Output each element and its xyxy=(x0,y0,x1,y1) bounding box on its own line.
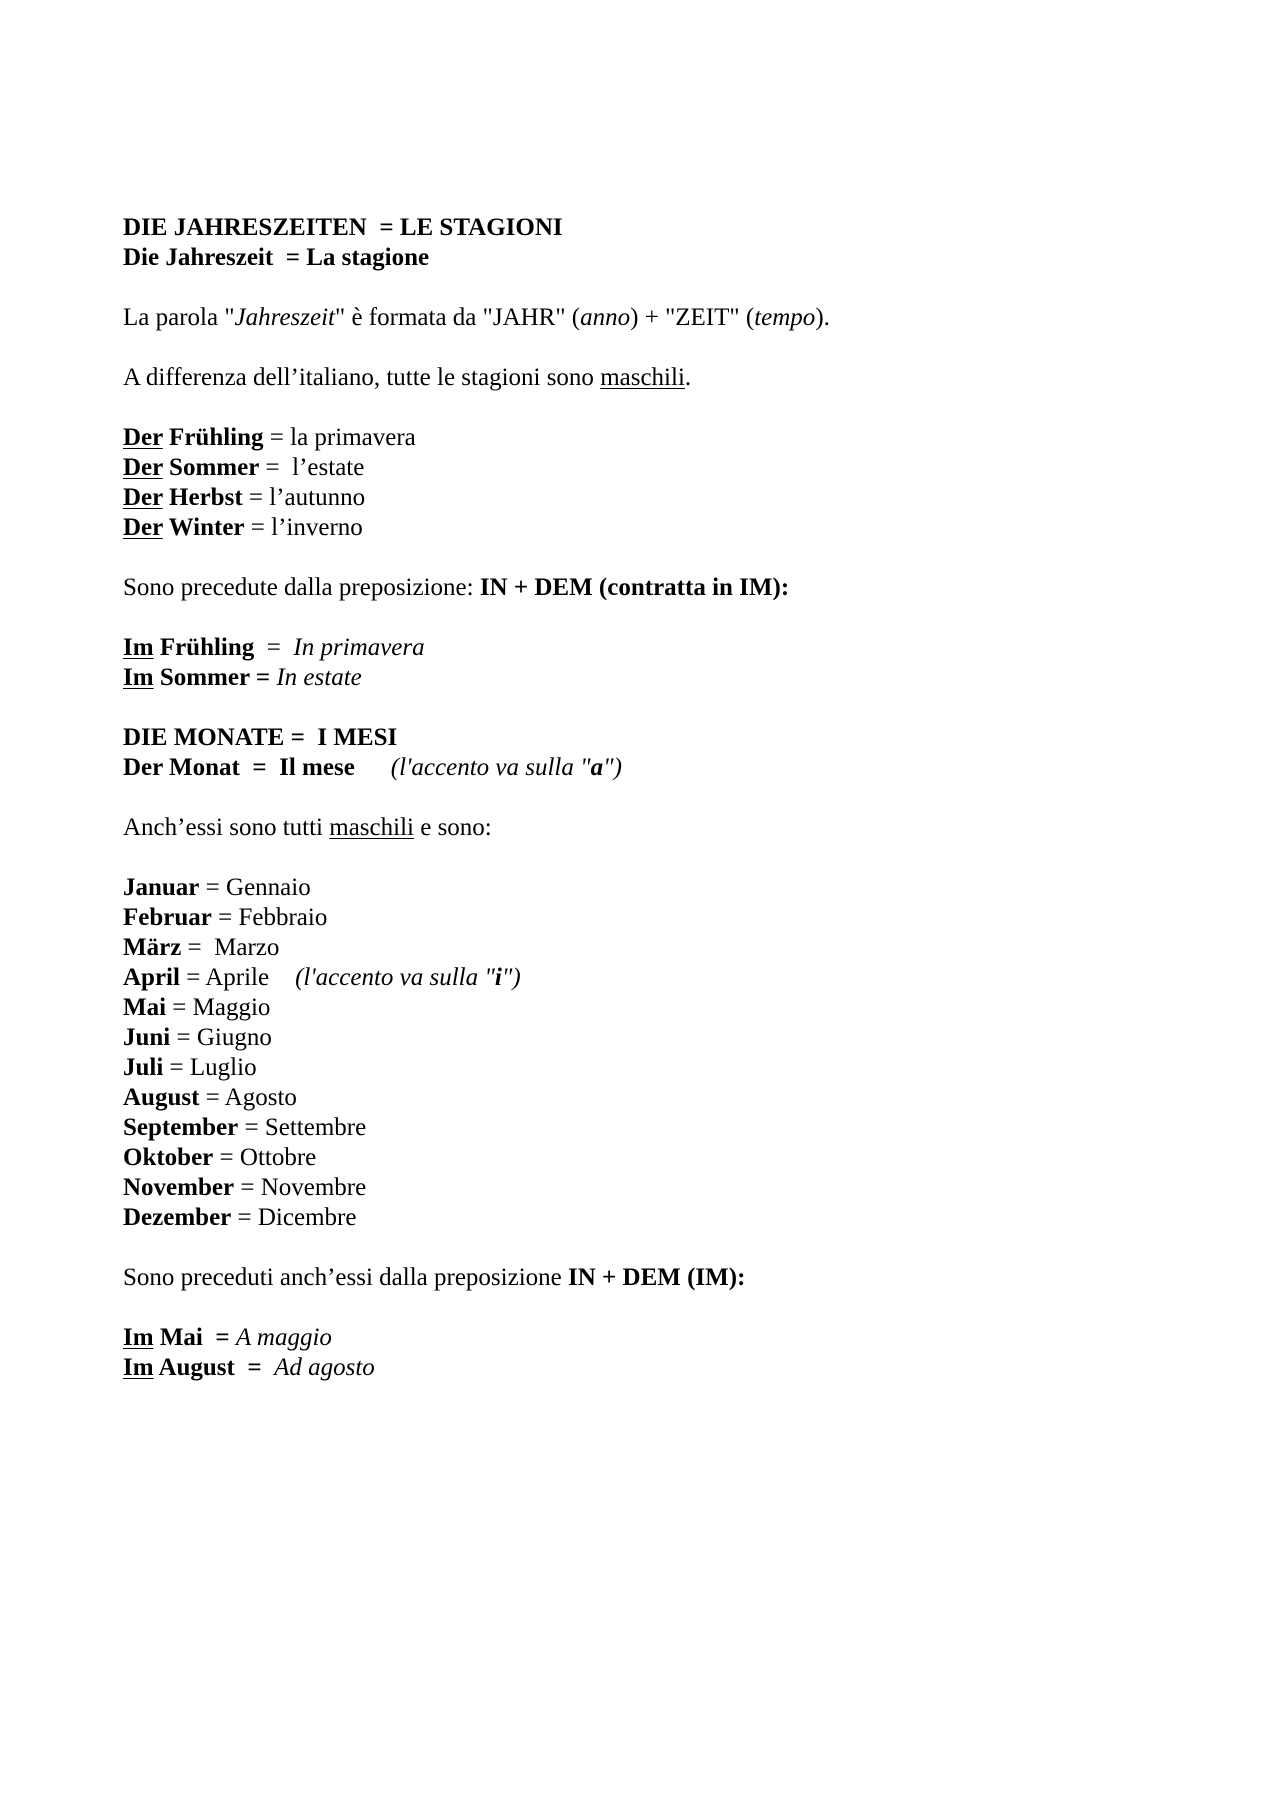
season-item: Der Winter = l’inverno xyxy=(123,514,363,541)
heading-german: DIE JAHRESZEITEN xyxy=(123,214,367,241)
month-item: September = Settembre xyxy=(123,1114,367,1141)
month-item: August = Agosto xyxy=(123,1084,297,1111)
sub-heading: Die Jahreszeit = La stagione xyxy=(123,244,430,271)
month-item: Dezember = Dicembre xyxy=(123,1204,357,1231)
month-item: Januar = Gennaio xyxy=(123,874,311,901)
month-item: Oktober = Ottobre xyxy=(123,1144,317,1171)
month-item: Juni = Giugno xyxy=(123,1024,272,1051)
months-intro: Anch’essi sono tutti maschili e sono: xyxy=(123,814,492,841)
intro-paragraph-gender: A differenza dell’italiano, tutte le stagioni sono maschili. xyxy=(123,364,692,391)
example-item: Im August = Ad agosto xyxy=(123,1354,375,1381)
season-item: Der Frühling = la primavera xyxy=(123,424,416,451)
months-heading: DIE MONATE = I MESI xyxy=(123,724,398,751)
heading-italian: LE STAGIONI xyxy=(399,214,563,241)
example-item: Im Frühling = In primavera xyxy=(123,634,425,661)
preposition-rule-months: Sono preceduti anch’essi dalla preposizione IN + DEM (IM): xyxy=(123,1264,746,1291)
months-list xyxy=(123,873,1163,1233)
month-item: November = Novembre xyxy=(123,1174,367,1201)
example-item: Im Mai = A maggio xyxy=(123,1324,332,1351)
accent-note: (l'accento va sulla "i") xyxy=(295,964,521,991)
season-item: Der Sommer = l’estate xyxy=(123,454,365,481)
month-item: April = Aprile (l'accento va sulla "i") xyxy=(123,964,521,991)
season-item: Der Herbst = l’autunno xyxy=(123,484,366,511)
month-item: Juli = Luglio xyxy=(123,1054,257,1081)
seasons-examples xyxy=(123,633,1163,693)
main-heading: DIE JAHRESZEITEN = LE STAGIONI xyxy=(123,214,563,241)
month-item: März = Marzo xyxy=(123,934,280,961)
example-item: Im Sommer = In estate xyxy=(123,664,362,691)
accent-note: (l'accento va sulla "a") xyxy=(390,754,622,781)
months-examples xyxy=(123,1323,1163,1383)
document-content xyxy=(123,213,1163,1383)
preposition-rule-seasons: Sono precedute dalla preposizione: IN + DEM (contratta in IM): xyxy=(123,574,790,601)
month-item: Mai = Maggio xyxy=(123,994,271,1021)
intro-paragraph-word: La parola "Jahreszeit" è formata da "JAHR" (anno) + "ZEIT" (tempo). xyxy=(123,304,830,331)
seasons-list xyxy=(123,423,1163,543)
months-sub-heading: Der Monat = Il mese (l'accento va sulla "a") xyxy=(123,754,622,781)
month-item: Februar = Febbraio xyxy=(123,904,328,931)
